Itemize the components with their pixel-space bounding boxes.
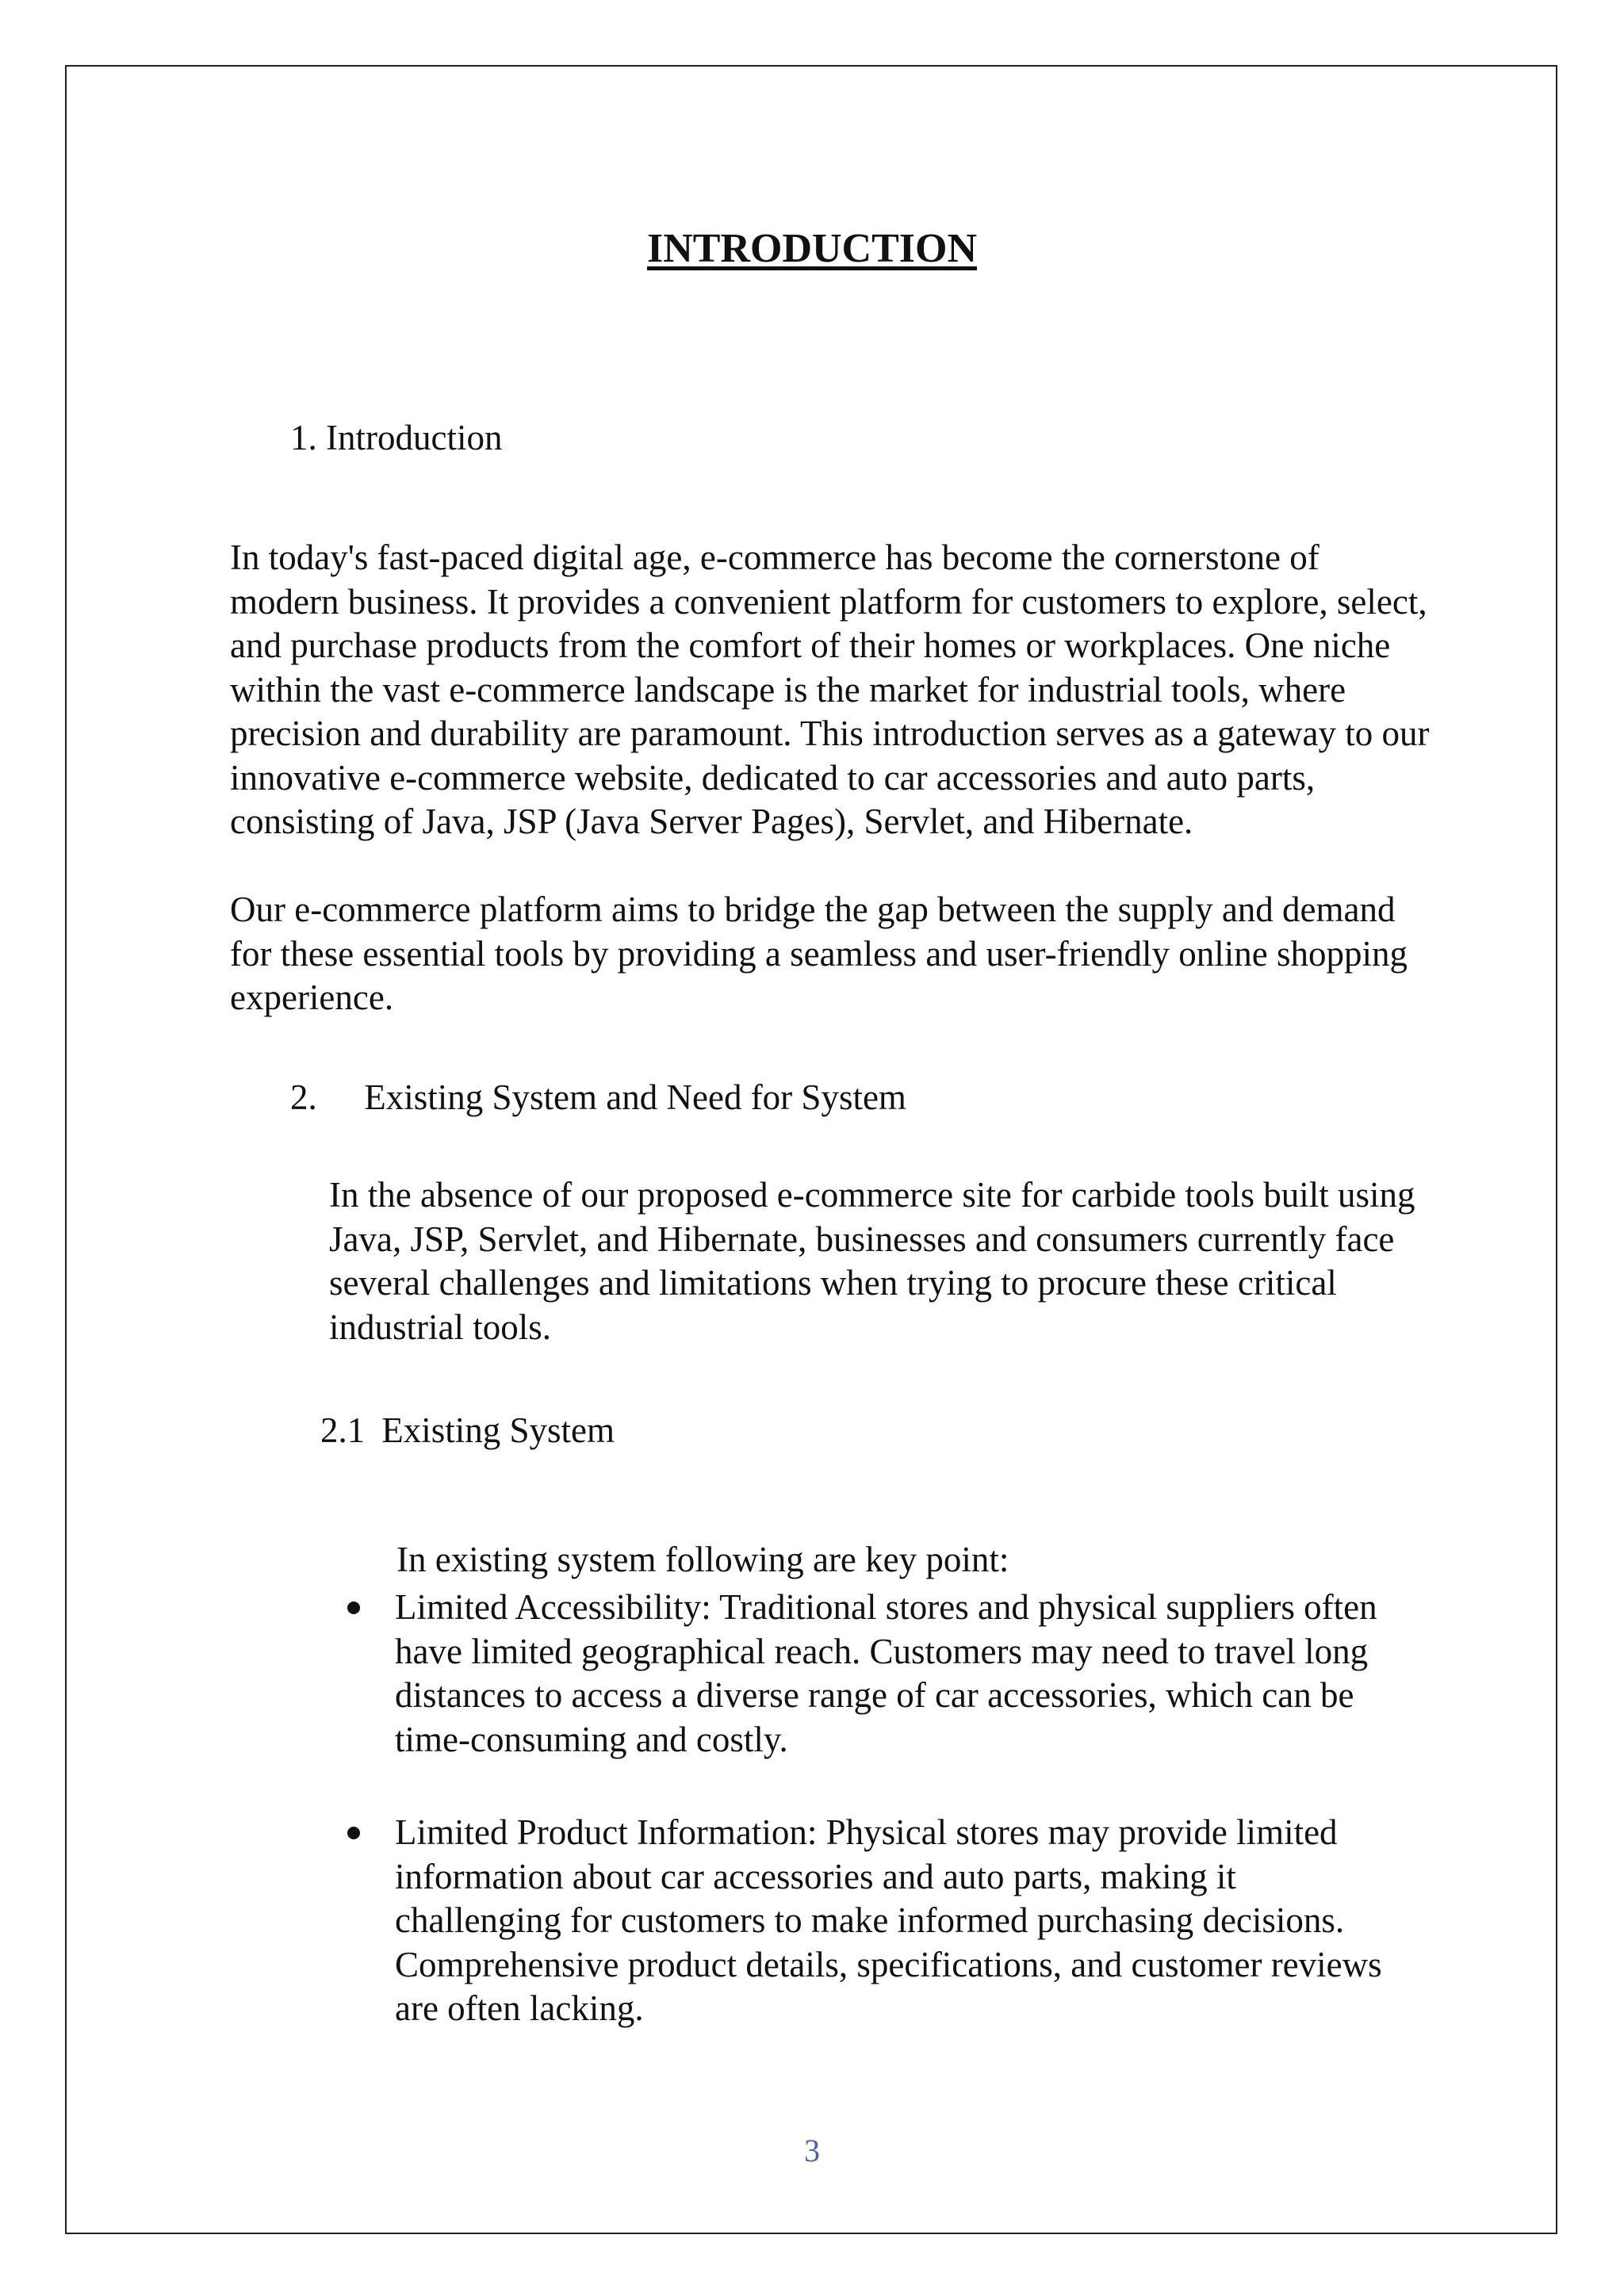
- section-2-1-title: Existing System: [381, 1410, 615, 1450]
- bullet-icon: [347, 1601, 360, 1614]
- list-item: [341, 1586, 1396, 1762]
- section-2-title: Existing System and Need for System: [364, 1077, 906, 1117]
- bullet-text: Limited Accessibility: Traditional stores and physical suppliers often have limited geographical reach. Customers may need to travel long distances to access a diverse range of car accessories, which can be time-consuming and costly.: [395, 1587, 1377, 1759]
- section-1-number: 1.: [290, 418, 317, 457]
- key-points-lead: In existing system following are key point:: [396, 1540, 1009, 1579]
- bullet-list-2: [341, 1811, 1396, 2031]
- section-2-heading: [290, 1075, 906, 1119]
- bullet-icon: [347, 1827, 360, 1839]
- section-2-1-number: 2.1: [320, 1410, 366, 1450]
- section-1-title: Introduction: [326, 418, 503, 457]
- section-2-paragraph: In the absence of our proposed e-commerce site for carbide tools built using Java, JSP, Servlet, and Hibernate, businesses and consumers currently face several challenges and limitations when trying to procure these critical industrial tools.: [329, 1175, 1415, 1347]
- bullet-text: Limited Product Information: Physical stores may provide limited information about car accessories and auto parts, making it challenging for customers to make informed purchasing decisions. Comprehensive product details, specifications, and customer reviews are often lacking.: [395, 1812, 1382, 2028]
- section-2-number: 2.: [290, 1077, 317, 1117]
- section-1-heading: [290, 415, 502, 460]
- section-2-1-heading: [320, 1408, 615, 1452]
- intro-paragraph-2: Our e-commerce platform aims to bridge the gap between the supply and demand for these essential tools by providing a seamless and user-friendly online shopping experience.: [230, 890, 1408, 1017]
- list-item: [341, 1811, 1396, 2031]
- page-title: INTRODUCTION: [646, 226, 978, 271]
- intro-paragraph-1: In today's fast-paced digital age, e-commerce has become the cornerstone of modern business. It provides a convenient platform for customers to explore, select, and purchase products from the comfort of their homes or workplaces. One niche within the vast e-commerce landscape is the market for industrial tools, where precision and durability are paramount. This introduction serves as a gateway to our innovative e-commerce website, dedicated to car accessories and auto parts, consisting of Java, JSP (Java Server Pages), Servlet, and Hibernate.: [230, 538, 1430, 841]
- page-number: 3: [804, 2133, 820, 2168]
- bullet-list-1: [341, 1586, 1396, 1762]
